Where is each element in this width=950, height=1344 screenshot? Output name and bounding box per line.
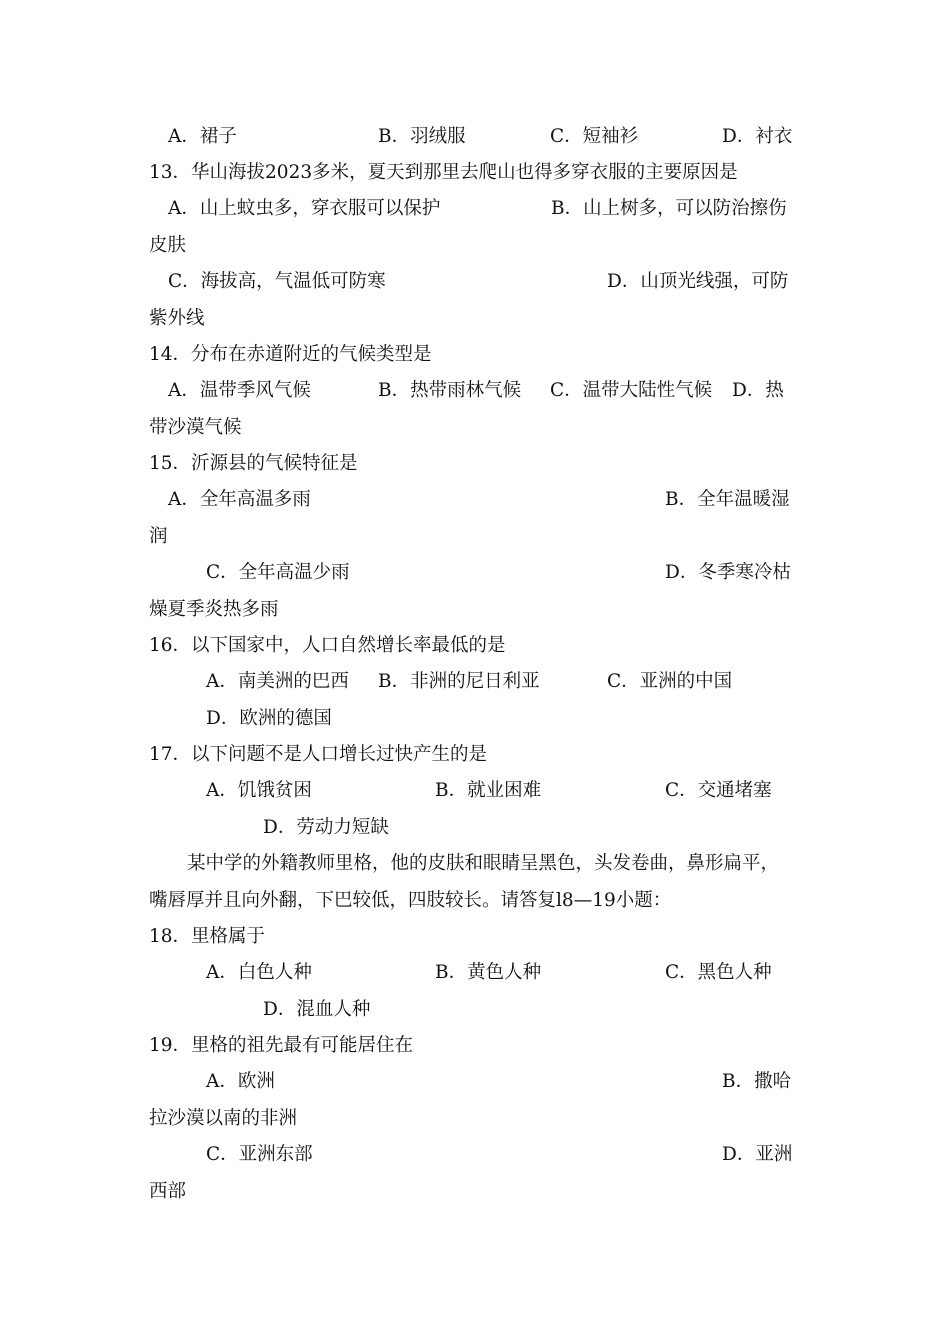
q14-option-a: A．温带季风气候 [168, 380, 311, 401]
q14-option-d: D．热 [732, 380, 784, 401]
q13-option-b-continued: 皮肤 [149, 235, 187, 256]
q18-stem: 18．里格属于 [149, 926, 266, 947]
q19-option-a: A．欧洲 [206, 1071, 275, 1092]
q17-option-d: D．劳动力短缺 [263, 817, 389, 838]
q19-option-b-continued: 拉沙漠以南的非洲 [149, 1108, 298, 1129]
q16-option-d: D．欧洲的德国 [206, 708, 332, 729]
passage-line-2: 嘴唇厚并且向外翻，下巴较低，四肢较长。请答复l8—19小题： [149, 890, 672, 911]
q15-option-b: B．全年温暖湿 [665, 489, 790, 510]
q18-option-c: C．黑色人种 [665, 962, 772, 983]
q19-option-d-continued: 西部 [149, 1181, 187, 1202]
q14-option-d-continued: 带沙漠气候 [149, 417, 242, 438]
q19-option-c: C．亚洲东部 [206, 1144, 313, 1165]
q15-option-b-continued: 润 [149, 526, 168, 547]
q12-option-a: A．裙子 [168, 126, 237, 147]
q13-option-c: C．海拔高，气温低可防寒 [168, 271, 386, 292]
q14-option-b: B．热带雨林气候 [378, 380, 522, 401]
q13-stem: 13．华山海拔2023多米，夏天到那里去爬山也得多穿衣服的主要原因是 [149, 162, 738, 183]
q15-option-d-continued: 燥夏季炎热多雨 [149, 599, 279, 620]
q12-option-d: D．衬衣 [722, 126, 793, 147]
q13-option-a: A．山上蚊虫多，穿衣服可以保护 [168, 198, 441, 219]
q16-option-a: A．南美洲的巴西 [206, 671, 349, 692]
q18-option-a: A．白色人种 [206, 962, 312, 983]
q16-option-b: B．非洲的尼日利亚 [378, 671, 540, 692]
q13-option-b: B．山上树多，可以防治擦伤 [551, 198, 787, 219]
q19-option-b: B．撒哈 [722, 1071, 792, 1092]
q18-option-b: B．黄色人种 [435, 962, 542, 983]
q14-stem: 14．分布在赤道附近的气候类型是 [149, 344, 432, 365]
q15-option-a: A．全年高温多雨 [168, 489, 311, 510]
q13-option-d: D．山顶光线强，可防 [607, 271, 789, 292]
passage-line-1: 某中学的外籍教师里格，他的皮肤和眼睛呈黑色，头发卷曲，鼻形扁平， [187, 853, 780, 874]
q19-option-d: D．亚洲 [722, 1144, 793, 1165]
q13-option-d-continued: 紫外线 [149, 308, 205, 329]
q15-option-d: D．冬季寒冷枯 [665, 562, 791, 583]
q18-option-d: D．混血人种 [263, 999, 371, 1020]
q14-option-c: C．温带大陆性气候 [550, 380, 713, 401]
q16-stem: 16．以下国家中，人口自然增长率最低的是 [149, 635, 506, 656]
q17-option-c: C．交通堵塞 [665, 780, 772, 801]
q17-stem: 17．以下问题不是人口增长过快产生的是 [149, 744, 488, 765]
q16-option-c: C．亚洲的中国 [607, 671, 733, 692]
q15-option-c: C．全年高温少雨 [206, 562, 350, 583]
q15-stem: 15．沂源县的气候特征是 [149, 453, 358, 474]
q19-stem: 19．里格的祖先最有可能居住在 [149, 1035, 414, 1056]
q12-option-b: B．羽绒服 [378, 126, 466, 147]
q17-option-b: B．就业困难 [435, 780, 542, 801]
q12-option-c: C．短袖衫 [550, 126, 639, 147]
q17-option-a: A．饥饿贫困 [206, 780, 312, 801]
